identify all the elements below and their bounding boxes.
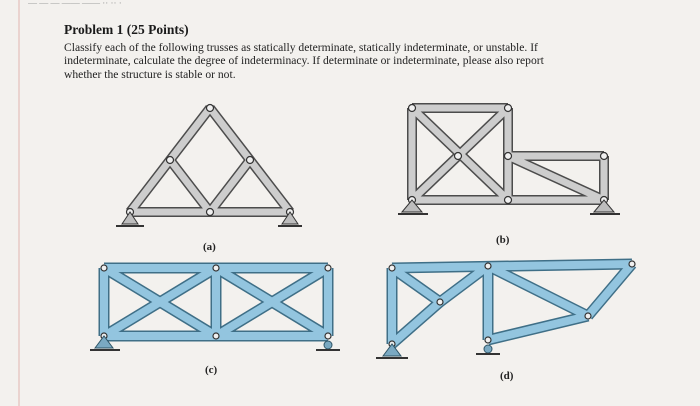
truss-d-support-left — [376, 344, 408, 358]
truss-a — [116, 105, 302, 227]
figure-label-a: (a) — [203, 241, 216, 253]
truss-a-outline — [130, 108, 290, 212]
truss-b — [398, 105, 620, 215]
statement-line-1: Classify each of the following trusses as statically determinate, statically indeterminate, or unstable. If — [64, 41, 538, 54]
truss-d — [376, 261, 635, 358]
figure-label-b: (b) — [496, 234, 510, 246]
statement-line-3: whether the structure is stable or not. — [64, 67, 236, 81]
truss-d-members — [392, 264, 632, 344]
figure-label-c: (c) — [205, 364, 218, 376]
truss-d-support-middle — [476, 345, 500, 354]
figure-label-d: (d) — [500, 370, 514, 382]
truss-c-members — [104, 268, 328, 336]
header-fragment: — — — —— —— ·· ·· · — [28, 0, 122, 6]
statement-line-2: indeterminate, calculate the degree of indeterminacy. If determinate or indeterminate, please also report — [64, 54, 544, 68]
truss-c-support-right — [316, 341, 340, 350]
problem-title: Problem 1 (25 Points) — [64, 22, 189, 37]
truss-c — [90, 265, 340, 350]
